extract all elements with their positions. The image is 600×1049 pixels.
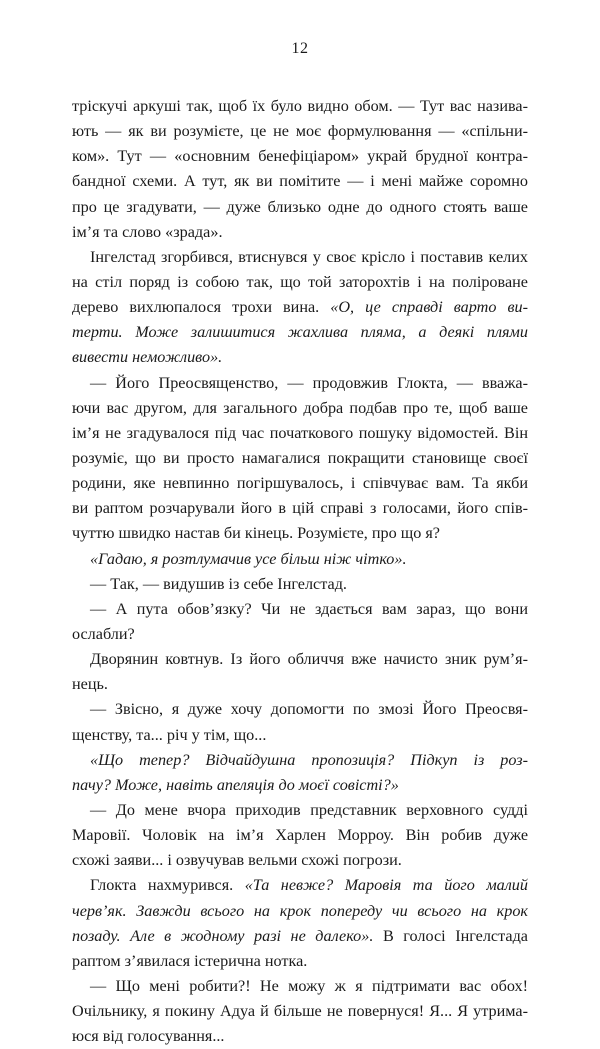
text-line: щенству, та... річ у тім, що... (72, 725, 267, 744)
text-line: «Гадаю, я розтлумачив усе більш ніж чітко». (90, 549, 407, 568)
text-line: ослабли? (72, 624, 135, 643)
text-line: Дворянин ковтнув. Із його обличчя вже начисто зник рум’я- (90, 650, 528, 669)
text-line: Очільнику, я покину Адуа й більше не повернуся! Я... Я утрима- (72, 1002, 528, 1021)
text-line: — А пута обов’язку? Чи не здається вам зараз, що вони (90, 599, 528, 618)
body-text (72, 94, 528, 1049)
text-line: дерево вихлюпалося трохи вина. «О, це справді варто ви- (72, 298, 528, 317)
text-line: юся від голосування... (72, 1027, 225, 1046)
text-line: бандної схеми. А тут, як ви помітите — і мені майже соромно (72, 172, 528, 191)
text-line: — До мене вчора приходив представник верховного судді (90, 800, 528, 819)
text-line: розуміє, що ви просто намагалися покращити становище своєї (72, 448, 528, 467)
text-line: Глокта нахмурився. «Та невже? Маровія та його малий (90, 876, 528, 895)
text-line: «Що тепер? Відчайдушна пропозиція? Підкуп із роз- (90, 750, 528, 769)
page-number: 12 (291, 40, 309, 57)
text-line: на стіл поряд із собою так, що той заторохтів і на поліроване (72, 272, 528, 291)
text-line: родини, яке невпинно погіршувалось, і співчуває вам. Та якби (72, 474, 528, 493)
text-line: терти. Може залишитися жахлива пляма, а деякі плями (72, 323, 528, 342)
text-line: черв’як. Завжди всього на крок попереду чи всього на крок (72, 901, 528, 920)
text-line: ім’я та слово «зрада». (72, 222, 223, 241)
text-line: Інгелстад згорбився, втиснувся у своє крісло і поставив келих (90, 247, 528, 266)
text-line: позаду. Але в жодному разі не далеко». В голосі Інгелстада (72, 926, 528, 945)
text-line: пачу? Може, навіть апеляція до моєї совісті?» (72, 775, 399, 794)
text-line: нець. (72, 675, 108, 694)
text-line: Маровії. Чоловік на ім’я Харлен Морроу. Він робив дуже (72, 826, 528, 845)
text-line: — Так, — видушив із себе Інгелстад. (90, 574, 347, 593)
text-line: про це згадувати, — дуже близько одне до одного стоять ваше (72, 197, 528, 216)
text-line: ють — як ви розумієте, це не моє формулювання — «спільни- (72, 122, 528, 141)
text-line: ючи вас другом, для загального добра подбав про те, щоб ваше (72, 398, 528, 417)
text-line: вивести неможливо». (72, 348, 223, 367)
text-line: — Його Преосвященство, — продовжив Глокта, — вважа- (90, 373, 528, 392)
text-line: раптом з’явилася істерична нотка. (72, 951, 308, 970)
text-line: чуттю швидко настав би кінець. Розумієте, про що я? (72, 524, 440, 543)
text-line: схожі заяви... і озвучував вельми схожі погрози. (72, 851, 402, 870)
text-line: ком». Тут — «основним бенефіціаром» украй брудної контра- (72, 147, 528, 166)
text-line: ви раптом розчарували його в цій справі з голосами, його спів- (72, 499, 528, 518)
text-line: ім’я не згадувалося під час початкового пошуку відомостей. Він (72, 423, 528, 442)
text-line: тріскучі аркуші так, щоб їх було видно обом. — Тут вас назива- (72, 97, 528, 115)
text-line: — Що мені робити?! Не можу ж я підтримати вас обох! (90, 976, 528, 995)
text-line: — Звісно, я дуже хочу допомогти по змозі Його Преосвя- (90, 700, 528, 719)
